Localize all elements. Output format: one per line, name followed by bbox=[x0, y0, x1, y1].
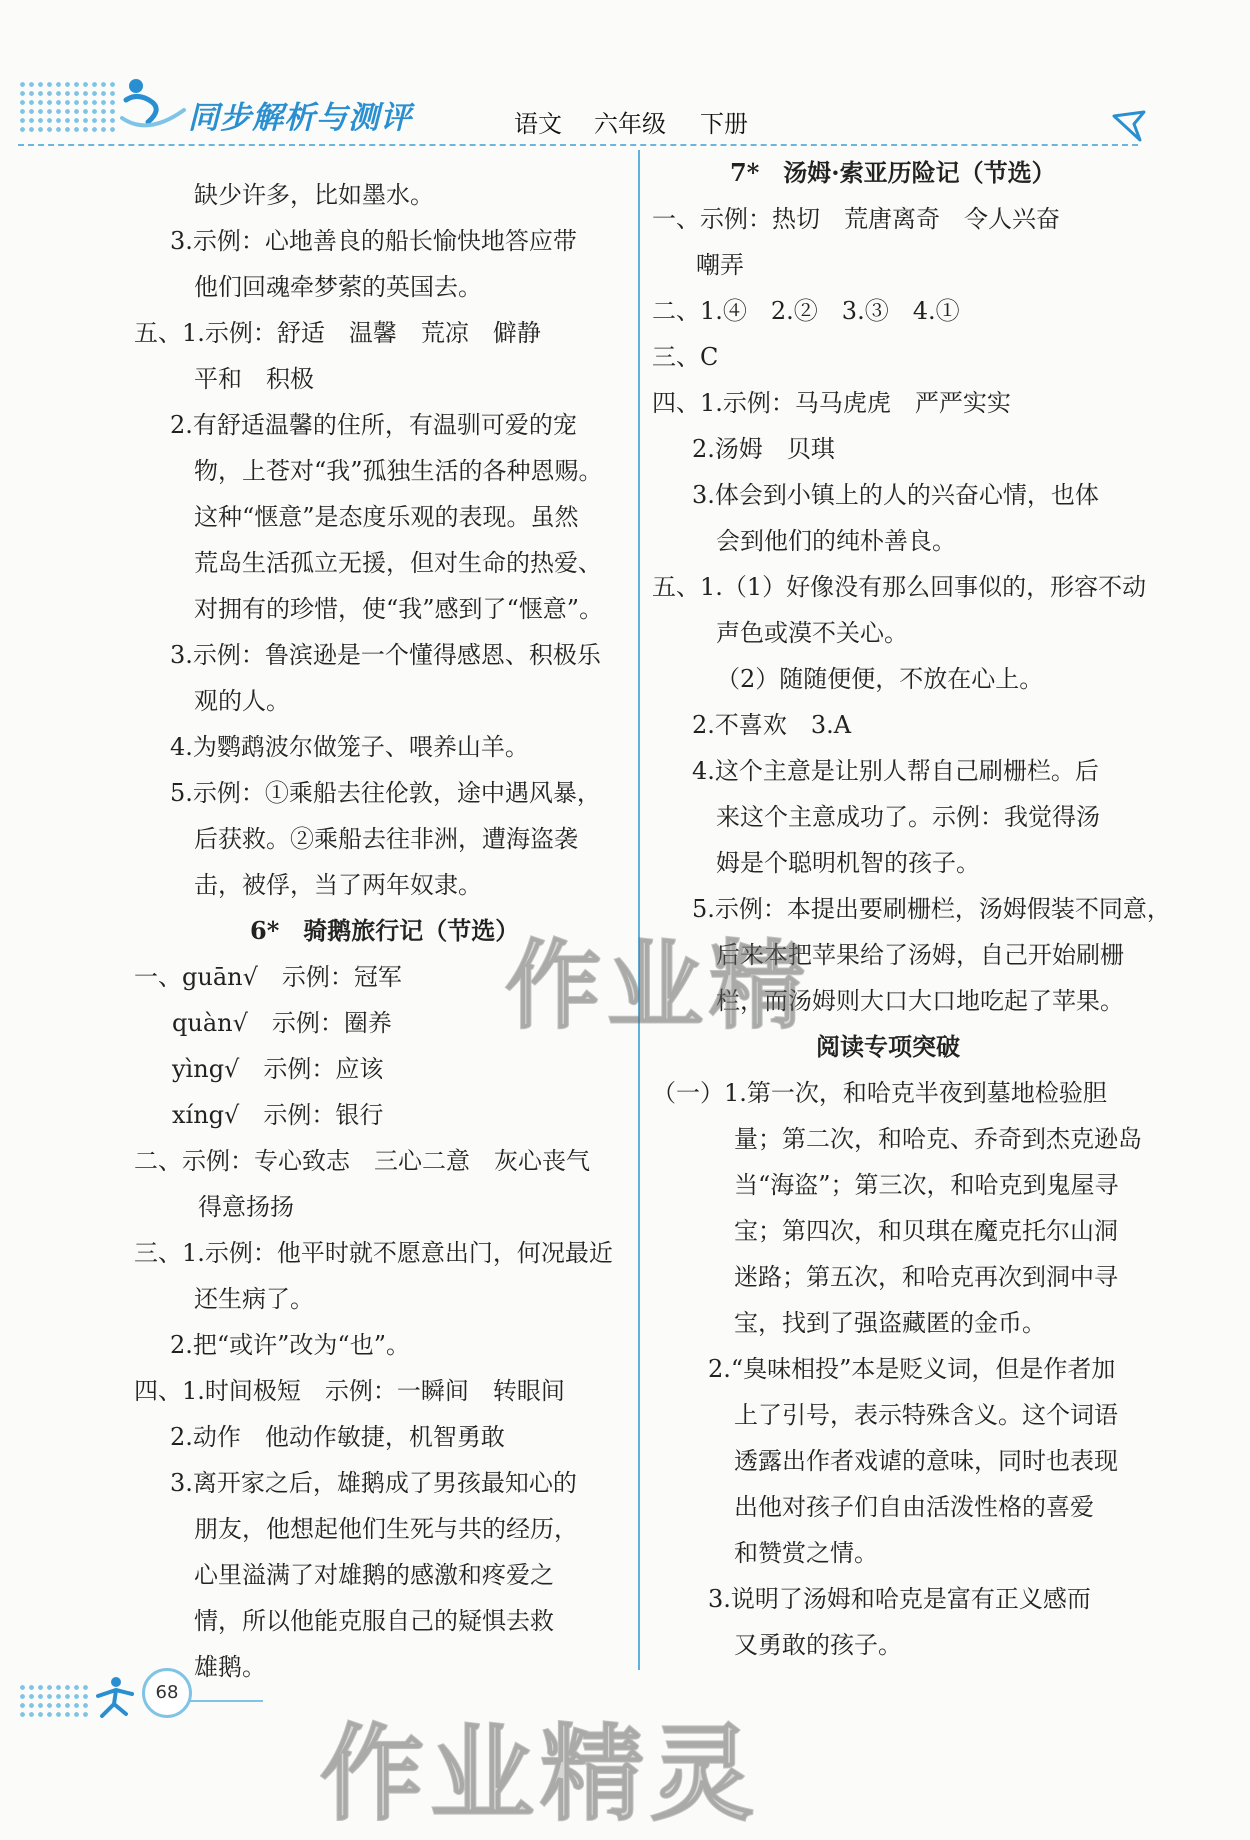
left-text-line: xíng√ 示例：银行 bbox=[172, 1101, 384, 1129]
right-text-line: 量；第二次，和哈克、乔奇到杰克逊岛 bbox=[734, 1125, 1142, 1153]
left-text-line: 雄鹅。 bbox=[194, 1653, 266, 1681]
left-text-line: 4.为鹦鹉波尔做笼子、喂养山羊。 bbox=[170, 733, 529, 761]
right-text-line: 7* 汤姆·索亚历险记（节选） bbox=[730, 158, 1056, 187]
left-text-line: 平和 积极 bbox=[194, 365, 314, 393]
right-text-line: 会到他们的纯朴善良。 bbox=[716, 527, 956, 555]
subject-label: 语文 bbox=[514, 110, 562, 138]
left-text-line: 物，上苍对“我”孤独生活的各种恩赐。 bbox=[194, 457, 603, 485]
right-text-line: 透露出作者戏谑的意味，同时也表现 bbox=[734, 1447, 1118, 1475]
left-text-line: 还生病了。 bbox=[194, 1285, 314, 1313]
left-text-line: 四、1.时间极短 示例：一瞬间 转眼间 bbox=[134, 1377, 565, 1405]
left-text-line: 对拥有的珍惜，使“我”感到了“惬意”。 bbox=[194, 595, 604, 623]
left-text-line: 三、1.示例：他平时就不愿意出门，何况最近 bbox=[134, 1239, 613, 1267]
header-dot-pattern bbox=[18, 80, 118, 132]
runner-logo-icon bbox=[118, 74, 188, 134]
right-text-line: 一、示例：热切 荒唐离奇 令人兴奋 bbox=[652, 205, 1060, 233]
left-text-line: 3.示例：鲁滨逊是一个懂得感恩、积极乐 bbox=[170, 641, 601, 669]
right-text-line: 当“海盗”；第三次，和哈克到鬼屋寻 bbox=[734, 1171, 1119, 1199]
right-text-line: 声色或漠不关心。 bbox=[716, 619, 908, 647]
right-text-line: 2.“臭味相投”本是贬义词，但是作者加 bbox=[708, 1355, 1116, 1383]
footer-figure-icon bbox=[92, 1674, 136, 1718]
right-text-line: 后来本把苹果给了汤姆，自己开始刷栅 bbox=[716, 941, 1124, 969]
left-text-line: 2.把“或许”改为“也”。 bbox=[170, 1331, 410, 1359]
right-text-line: 3.体会到小镇上的人的兴奋心情，也体 bbox=[692, 481, 1099, 509]
brand-title: 同步解析与测评 bbox=[188, 100, 412, 136]
footer-dot-pattern bbox=[18, 1683, 88, 1719]
header-rule bbox=[18, 144, 1138, 146]
right-text-line: 4.这个主意是让别人帮自己刷栅栏。后 bbox=[692, 757, 1099, 785]
left-text-line: 二、示例：专心致志 三心二意 灰心丧气 bbox=[134, 1147, 590, 1175]
right-text-line: 三、C bbox=[652, 343, 719, 371]
left-text-line: 3.示例：心地善良的船长愉快地答应带 bbox=[170, 227, 577, 255]
right-text-line: 迷路；第五次，和哈克再次到洞中寻 bbox=[734, 1263, 1118, 1291]
page-header bbox=[0, 0, 1250, 150]
left-text-line: 5.示例：①乘船去往伦敦，途中遇风暴， bbox=[170, 779, 601, 807]
left-text-line: 他们回魂牵梦萦的英国去。 bbox=[194, 273, 482, 301]
volume-label: 下册 bbox=[700, 110, 748, 138]
watermark-bottom: 作业精灵 bbox=[320, 1713, 761, 1835]
left-text-line: 击，被俘，当了两年奴隶。 bbox=[194, 871, 482, 899]
left-text-line: yìng√ 示例：应该 bbox=[172, 1055, 384, 1083]
left-text-line: 这种“惬意”是态度乐观的表现。虽然 bbox=[194, 503, 579, 531]
left-text-line: 后获救。②乘船去往非洲，遭海盗袭 bbox=[194, 825, 578, 853]
left-text-line: 6* 骑鹅旅行记（节选） bbox=[250, 916, 520, 945]
right-text-line: 阅读专项突破 bbox=[816, 1032, 960, 1061]
right-text-line: （一）1.第一次，和哈克半夜到墓地检验胆 bbox=[652, 1079, 1107, 1107]
grade-label: 六年级 bbox=[594, 110, 666, 138]
right-text-line: 2.汤姆 贝琪 bbox=[692, 435, 835, 463]
left-text-line: 心里溢满了对雄鹅的感激和疼爱之 bbox=[194, 1561, 554, 1589]
left-text-line: quàn√ 示例：圈养 bbox=[172, 1009, 392, 1037]
left-text-line: 2.有舒适温馨的住所，有温驯可爱的宠 bbox=[170, 411, 577, 439]
right-text-line: 和赞赏之情。 bbox=[734, 1539, 878, 1567]
left-text-line: 得意扬扬 bbox=[198, 1193, 294, 1221]
footer-rule bbox=[188, 1700, 263, 1702]
right-text-line: 四、1.示例：马马虎虎 严严实实 bbox=[652, 389, 1011, 417]
right-text-line: （2）随随便便，不放在心上。 bbox=[716, 665, 1044, 693]
left-text-line: 缺少许多，比如墨水。 bbox=[194, 181, 434, 209]
left-text-line: 朋友，他想起他们生死与共的经历， bbox=[194, 1515, 578, 1543]
right-text-line: 宝，找到了强盗藏匿的金币。 bbox=[734, 1309, 1046, 1337]
right-text-line: 栏，而汤姆则大口大口地吃起了苹果。 bbox=[716, 987, 1124, 1015]
right-text-line: 来这个主意成功了。示例：我觉得汤 bbox=[716, 803, 1100, 831]
left-text-line: 2.动作 他动作敏捷，机智勇敢 bbox=[170, 1423, 505, 1451]
right-text-line: 上了引号，表示特殊含义。这个词语 bbox=[734, 1401, 1118, 1429]
right-text-line: 2.不喜欢 3.A bbox=[692, 711, 852, 739]
left-text-line: 情，所以他能克服自己的疑惧去救 bbox=[194, 1607, 554, 1635]
corner-arrow-icon bbox=[1112, 110, 1148, 144]
right-text-line: 二、1.④ 2.② 3.③ 4.① bbox=[652, 297, 960, 325]
left-text-line: 一、guān√ 示例：冠军 bbox=[134, 963, 402, 991]
watermark-middle: 作业精 bbox=[505, 930, 811, 1042]
right-text-line: 3.说明了汤姆和哈克是富有正义感而 bbox=[708, 1585, 1091, 1613]
page-number: 68 bbox=[142, 1668, 192, 1718]
left-text-line: 五、1.示例：舒适 温馨 荒凉 僻静 bbox=[134, 319, 541, 347]
right-text-line: 宝；第四次，和贝琪在魔克托尔山洞 bbox=[734, 1217, 1118, 1245]
left-text-line: 3.离开家之后，雄鹅成了男孩最知心的 bbox=[170, 1469, 577, 1497]
right-text-line: 出他对孩子们自由活泼性格的喜爱 bbox=[734, 1493, 1094, 1521]
left-text-line: 荒岛生活孤立无援，但对生命的热爱、 bbox=[194, 549, 602, 577]
column-divider bbox=[638, 150, 640, 1670]
right-text-line: 五、1.（1）好像没有那么回事似的，形容不动 bbox=[652, 573, 1147, 601]
right-text-line: 5.示例：本提出要刷栅栏，汤姆假装不同意， bbox=[692, 895, 1171, 923]
left-text-line: 观的人。 bbox=[194, 687, 290, 715]
right-text-line: 姆是个聪明机智的孩子。 bbox=[716, 849, 980, 877]
right-text-line: 又勇敢的孩子。 bbox=[734, 1631, 902, 1659]
right-text-line: 嘲弄 bbox=[696, 251, 744, 279]
